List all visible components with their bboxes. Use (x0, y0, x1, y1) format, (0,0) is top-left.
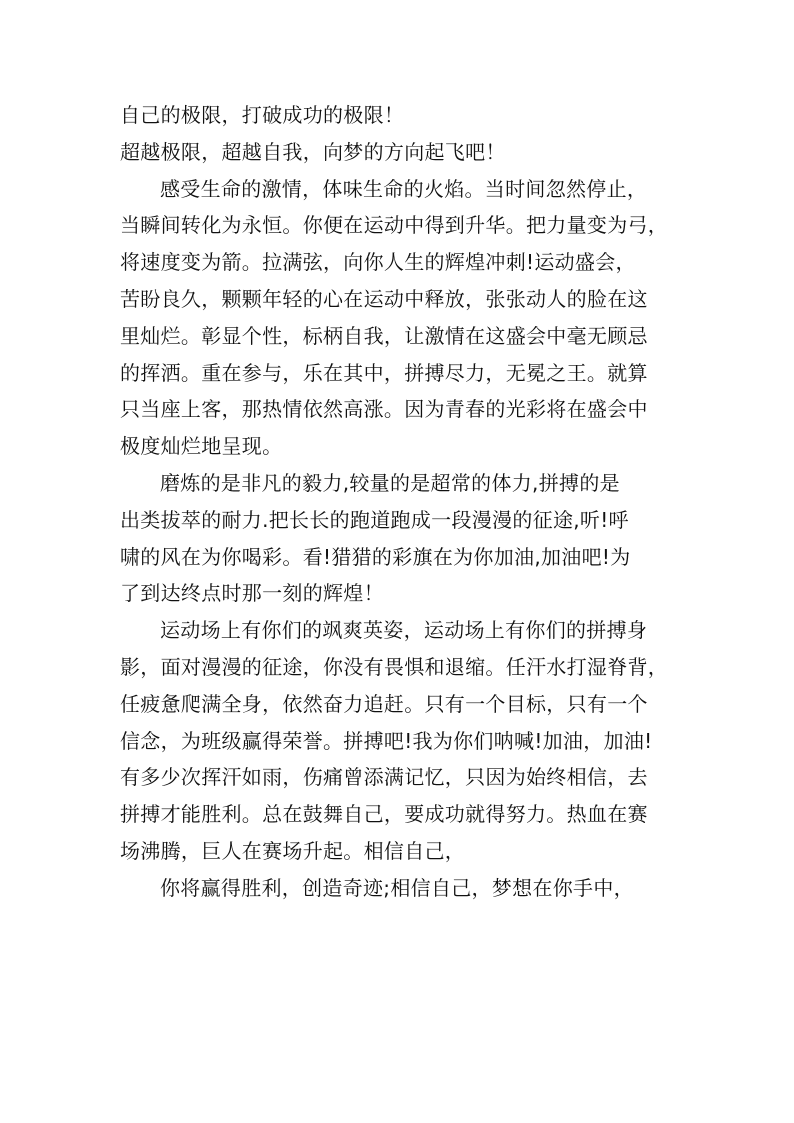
text-line: 啸的风在为你喝彩。看!猎猎的彩旗在为你加油,加油吧!为 (120, 544, 631, 569)
text-line: 超越极限，超越自我，向梦的方向起飞吧！ (120, 139, 506, 164)
text-line: 里灿烂。彰显个性，标柄自我，让激情在这盛会中毫无顾忌 (120, 323, 648, 348)
paragraph-start-line: 运动场上有你们的飒爽英姿，运动场上有你们的拼搏身 (160, 618, 648, 643)
body-text (120, 97, 680, 907)
text-line: 只当座上客，那热情依然高涨。因为青春的光彩将在盛会中 (120, 397, 648, 422)
text-line: 场沸腾，巨人在赛场升起。相信自己， (120, 838, 466, 863)
text-line: 拼搏才能胜利。总在鼓舞自己，要成功就得努力。热血在赛 (120, 802, 648, 827)
text-line: 的挥洒。重在参与，乐在其中，拼搏尽力，无冕之王。就算 (120, 360, 648, 385)
text-line: 自己的极限，打破成功的极限！ (120, 103, 405, 127)
paragraph-start-line: 感受生命的激情，体味生命的火焰。当时间忽然停止， (160, 176, 648, 201)
text-line: 将速度变为箭。拉满弦，向你人生的辉煌冲刺!运动盛会， (120, 250, 636, 275)
text-line: 有多少次挥汗如雨，伤痛曾添满记忆，只因为始终相信，去 (120, 765, 648, 790)
text-line: 影，面对漫漫的征途，你没有畏惧和退缩。任汗水打湿脊背， (120, 654, 669, 679)
text-line: 了到达终点时那一刻的辉煌！ (120, 581, 384, 606)
text-line: 当瞬间转化为永恒。你便在运动中得到升华。把力量变为弓， (120, 213, 669, 238)
paragraph-start-line: 你将赢得胜利，创造奇迹;相信自己，梦想在你手中， (160, 875, 634, 900)
text-line: 苦盼良久，颗颗年轻的心在运动中释放，张张动人的脸在这 (120, 286, 648, 311)
text-line: 信念，为班级赢得荣誉。拼搏吧!我为你们呐喊!加油，加油! (120, 728, 653, 753)
text-line: 出类拔萃的耐力.把长长的跑道跑成一段漫漫的征途,听!呼 (120, 507, 629, 532)
text-line: 任疲惫爬满全身，依然奋力追赶。只有一个目标，只有一个 (120, 691, 648, 716)
text-line: 极度灿烂地呈现。 (120, 434, 283, 459)
paragraph-start-line: 磨炼的是非凡的毅力,较量的是超常的体力,拼搏的是 (160, 470, 620, 495)
